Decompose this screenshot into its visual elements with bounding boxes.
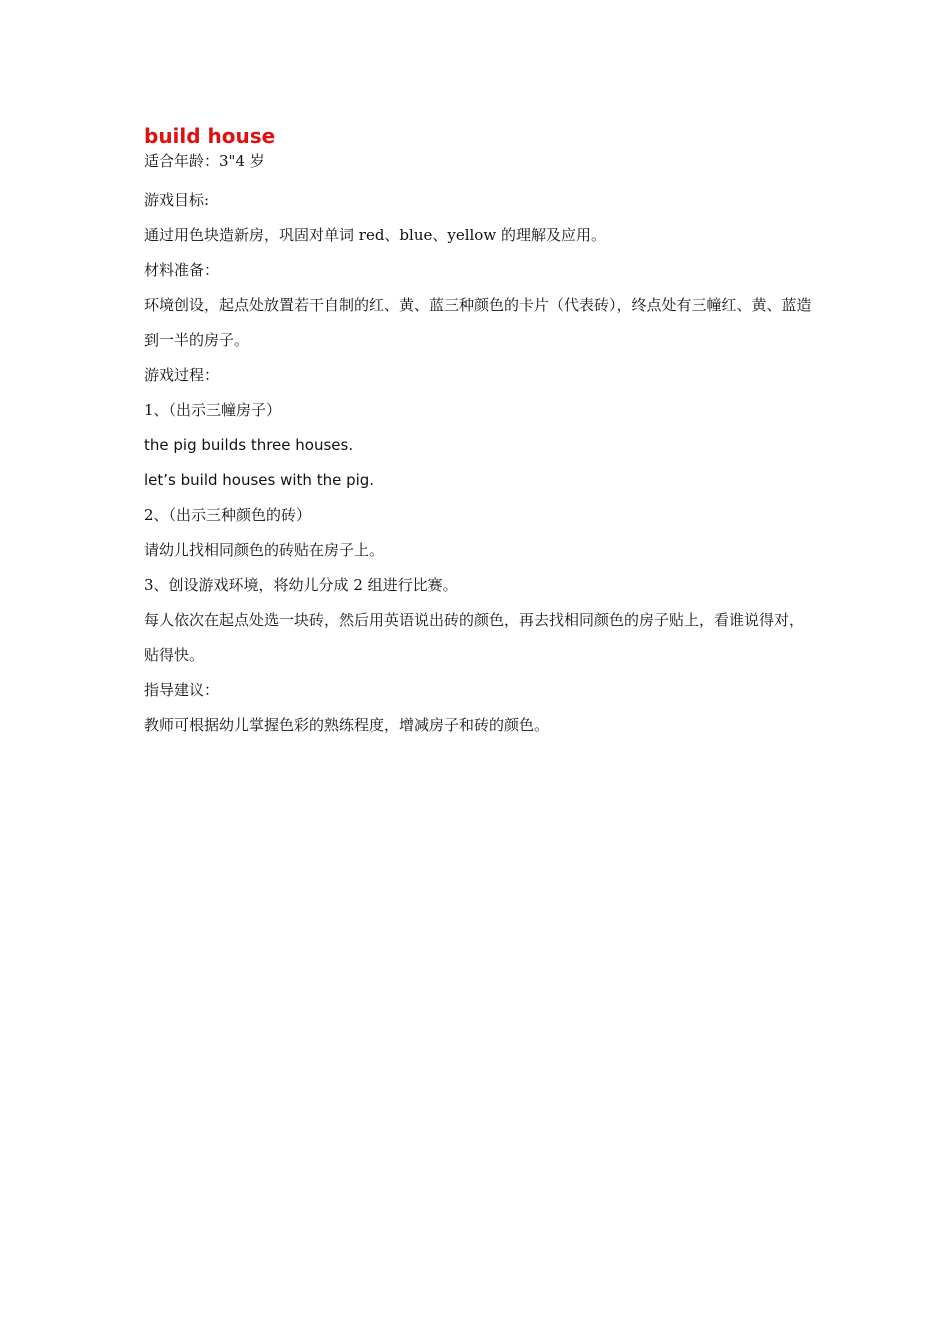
step-1: 1、（出示三幢房子） — [144, 401, 282, 419]
materials-heading: 材料准备： — [144, 261, 220, 279]
process-heading: 游戏过程： — [144, 366, 220, 384]
document-body — [144, 122, 814, 743]
advice-text: 教师可根据幼儿掌握色彩的熟练程度，增减房子和砖的颜色。 — [144, 716, 550, 734]
step-1-english-1: the pig builds three houses. — [144, 436, 354, 454]
materials-text: 环境创设，起点处放置若干自制的红、黄、蓝三种颜色的卡片（代表砖），终点处有三幢红、黄、蓝造到一半的房子。 — [144, 296, 812, 349]
age-line: 适合年龄：3"4 岁 — [144, 152, 265, 170]
document-title: build house — [144, 124, 276, 148]
step-2: 2、（出示三种颜色的砖） — [144, 506, 312, 524]
step-3-text: 每人依次在起点处选一块砖，然后用英语说出砖的颜色，再去找相同颜色的房子贴上，看谁说得对，贴得快。 — [144, 611, 805, 664]
advice-heading: 指导建议： — [144, 681, 220, 699]
step-1-english-2: let’s build houses with the pig. — [144, 471, 375, 489]
goal-text: 通过用色块造新房，巩固对单词 red、blue、yellow 的理解及应用。 — [144, 226, 606, 244]
goal-heading: 游戏目标: — [144, 191, 210, 209]
step-2-text: 请幼儿找相同颜色的砖贴在房子上。 — [144, 541, 385, 559]
step-3: 3、创设游戏环境，将幼儿分成 2 组进行比赛。 — [144, 576, 458, 594]
